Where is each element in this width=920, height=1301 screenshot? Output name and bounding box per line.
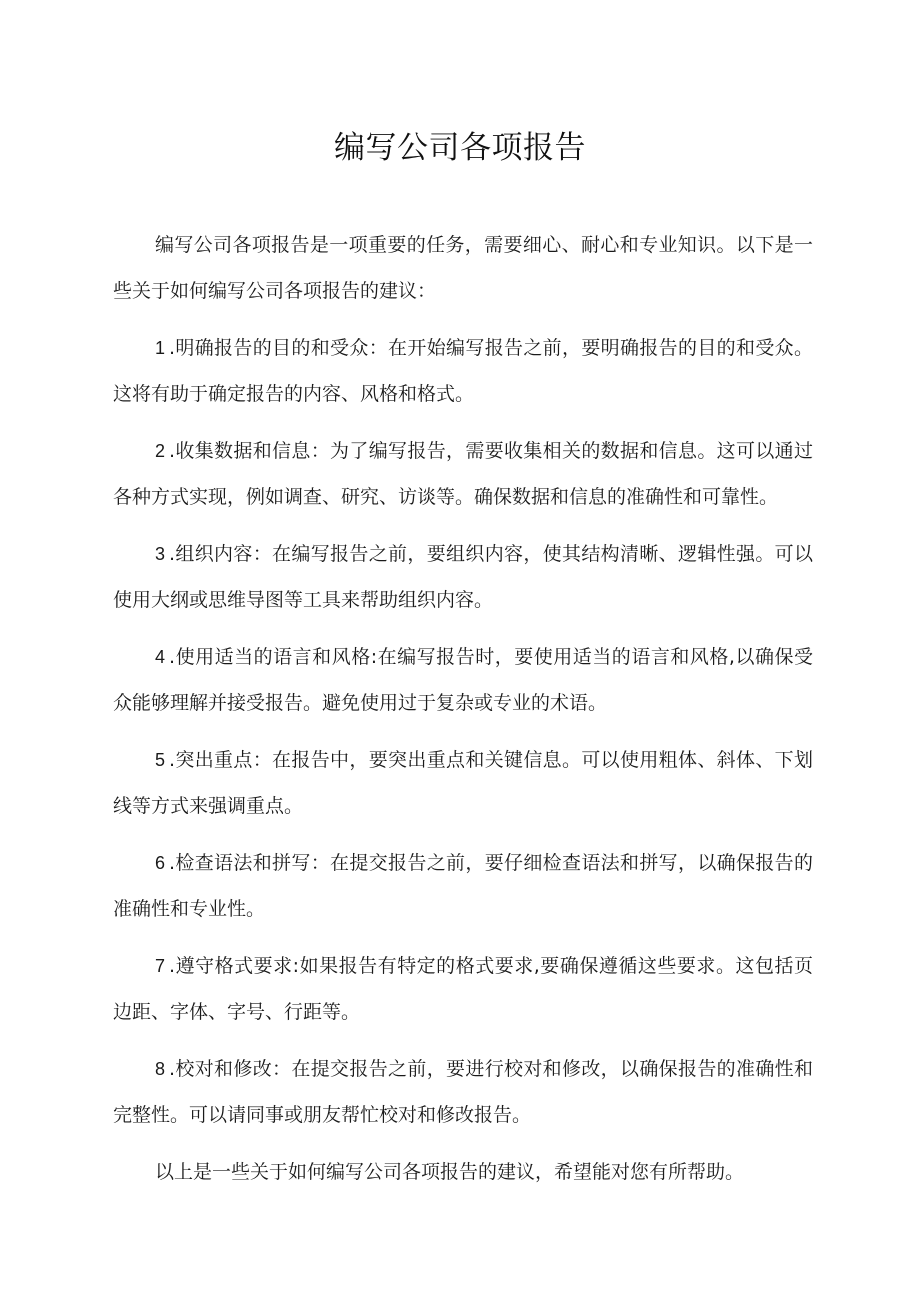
item-number: 5 bbox=[155, 750, 166, 770]
document-title: 编写公司各项报告 bbox=[334, 130, 586, 166]
item-text: .校对和修改：在提交报告之前，要进行校对和修改，以确保报告的准确性和完整性。可以请同事或朋友帮忙校对和修改报告。 bbox=[113, 1058, 813, 1126]
item-text: .收集数据和信息：为了编写报告，需要收集相关的数据和信息。这可以通过各种方式实现，例如调查、研究、访谈等。确保数据和信息的准确性和可靠性。 bbox=[113, 440, 813, 508]
item-number: 7 bbox=[155, 956, 166, 976]
item-number: 2 bbox=[155, 441, 166, 461]
conclusion-paragraph: 以上是一些关于如何编写公司各项报告的建议，希望能对您有所帮助。 bbox=[155, 1161, 745, 1183]
list-item bbox=[113, 531, 813, 623]
list-item bbox=[113, 840, 813, 932]
document-body bbox=[113, 222, 813, 1206]
item-number: 6 bbox=[155, 853, 166, 873]
item-text: .突出重点：在报告中，要突出重点和关键信息。可以使用粗体、斜体、下划线等方式来强调重点。 bbox=[113, 749, 813, 817]
item-text: .明确报告的目的和受众：在开始编写报告之前，要明确报告的目的和受众。这将有助于确定报告的内容、风格和格式。 bbox=[113, 337, 813, 405]
list-item bbox=[113, 737, 813, 829]
item-number: 8 bbox=[155, 1059, 166, 1079]
item-number: 3 bbox=[155, 544, 166, 564]
item-text: .检查语法和拼写：在提交报告之前，要仔细检查语法和拼写，以确保报告的准确性和专业性。 bbox=[113, 852, 813, 920]
list-item bbox=[113, 428, 813, 520]
intro-paragraph: 编写公司各项报告是一项重要的任务，需要细心、耐心和专业知识。以下是一些关于如何编写公司各项报告的建议： bbox=[113, 234, 813, 302]
item-text: .使用适当的语言和风格:在编写报告时，要使用适当的语言和风格,以确保受众能够理解并接受报告。避免使用过于复杂或专业的术语。 bbox=[113, 646, 813, 714]
item-text: .组织内容：在编写报告之前，要组织内容，使其结构清晰、逻辑性强。可以使用大纲或思维导图等工具来帮助组织内容。 bbox=[113, 543, 813, 611]
list-item bbox=[113, 634, 813, 726]
list-item bbox=[113, 943, 813, 1035]
item-text: .遵守格式要求:如果报告有特定的格式要求,要确保遵循这些要求。这包括页边距、字体、字号、行距等。 bbox=[113, 955, 813, 1023]
list-item bbox=[113, 325, 813, 417]
list-item bbox=[113, 1046, 813, 1138]
item-number: 1 bbox=[155, 338, 166, 358]
item-number: 4 bbox=[155, 647, 166, 667]
